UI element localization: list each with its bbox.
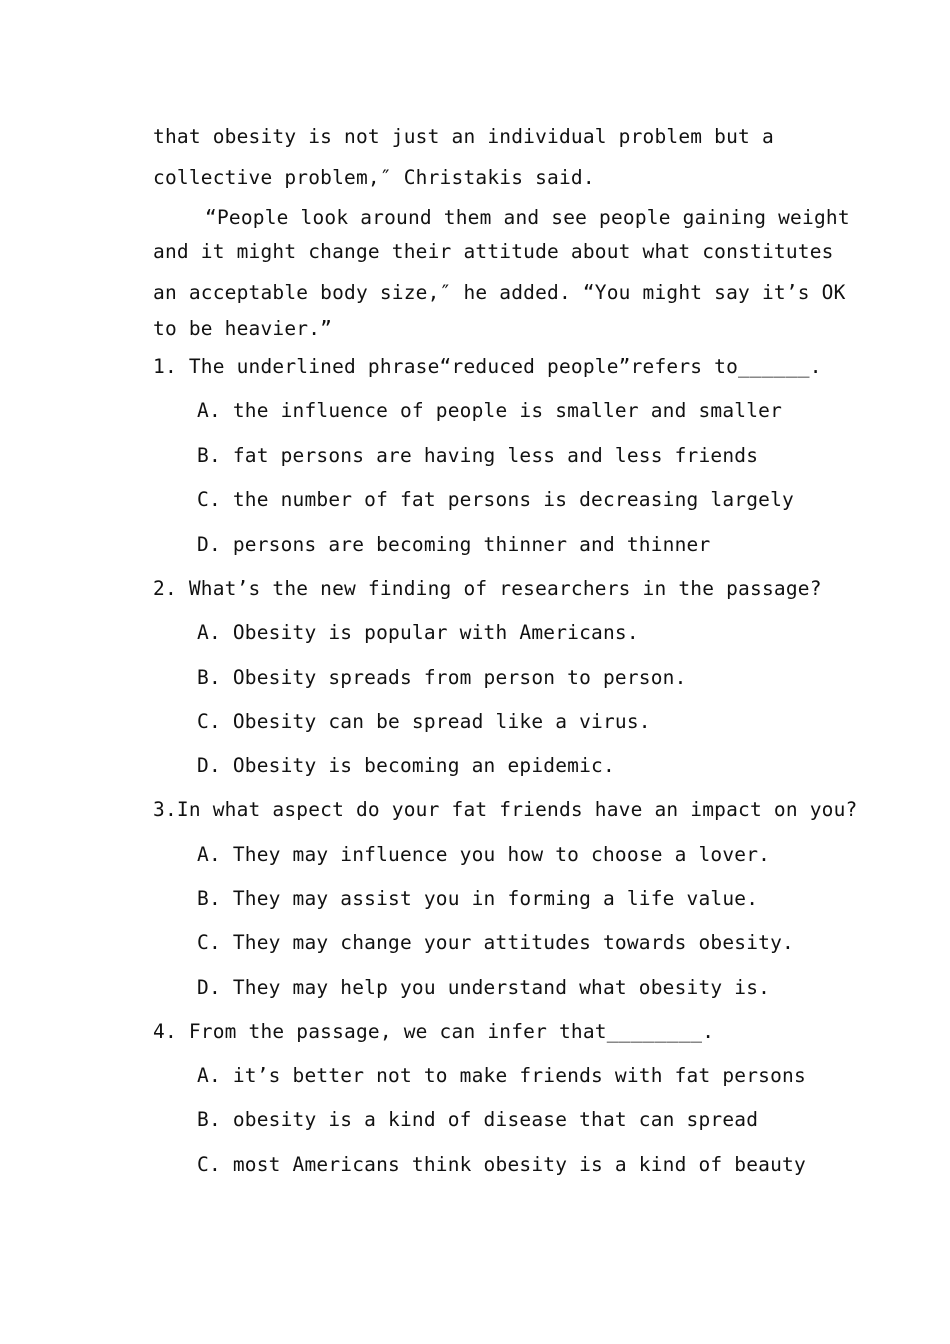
passage-line: and it might change their attitude about what constitutes bbox=[153, 240, 834, 263]
answer-option: B. Obesity spreads from person to person. bbox=[197, 666, 687, 689]
answer-option: B. They may assist you in forming a life value. bbox=[197, 887, 759, 910]
passage-line: “People look around them and see people gaining weight bbox=[205, 206, 850, 229]
passage-line: that obesity is not just an individual problem but a bbox=[153, 125, 774, 148]
passage-line: an acceptable body size,″ he added. “You might say it’s OK bbox=[153, 281, 846, 304]
answer-option: A. Obesity is popular with Americans. bbox=[197, 621, 639, 644]
question-stem: 2. What’s the new finding of researchers in the passage? bbox=[153, 577, 822, 600]
answer-option: C. the number of fat persons is decreasing largely bbox=[197, 488, 794, 511]
answer-option: B. obesity is a kind of disease that can spread bbox=[197, 1108, 759, 1131]
answer-option: A. the influence of people is smaller and smaller bbox=[197, 399, 783, 422]
question-stem: 3.In what aspect do your fat friends have an impact on you? bbox=[153, 798, 858, 821]
answer-option: A. it’s better not to make friends with fat persons bbox=[197, 1064, 806, 1087]
answer-option: A. They may influence you how to choose a lover. bbox=[197, 843, 771, 866]
question-stem: 1. The underlined phrase“reduced people”refers to______. bbox=[153, 355, 822, 378]
passage-line: collective problem,″ Christakis said. bbox=[153, 166, 595, 189]
answer-option: B. fat persons are having less and less friends bbox=[197, 444, 759, 467]
answer-option: D. persons are becoming thinner and thinner bbox=[197, 533, 711, 556]
answer-option: D. They may help you understand what obesity is. bbox=[197, 976, 771, 999]
answer-option: C. most Americans think obesity is a kind of beauty bbox=[197, 1153, 806, 1176]
question-stem: 4. From the passage, we can infer that________. bbox=[153, 1020, 715, 1043]
answer-option: C. Obesity can be spread like a virus. bbox=[197, 710, 651, 733]
passage-line: to be heavier.” bbox=[153, 317, 333, 340]
answer-option: C. They may change your attitudes towards obesity. bbox=[197, 931, 794, 954]
answer-option: D. Obesity is becoming an epidemic. bbox=[197, 754, 615, 777]
